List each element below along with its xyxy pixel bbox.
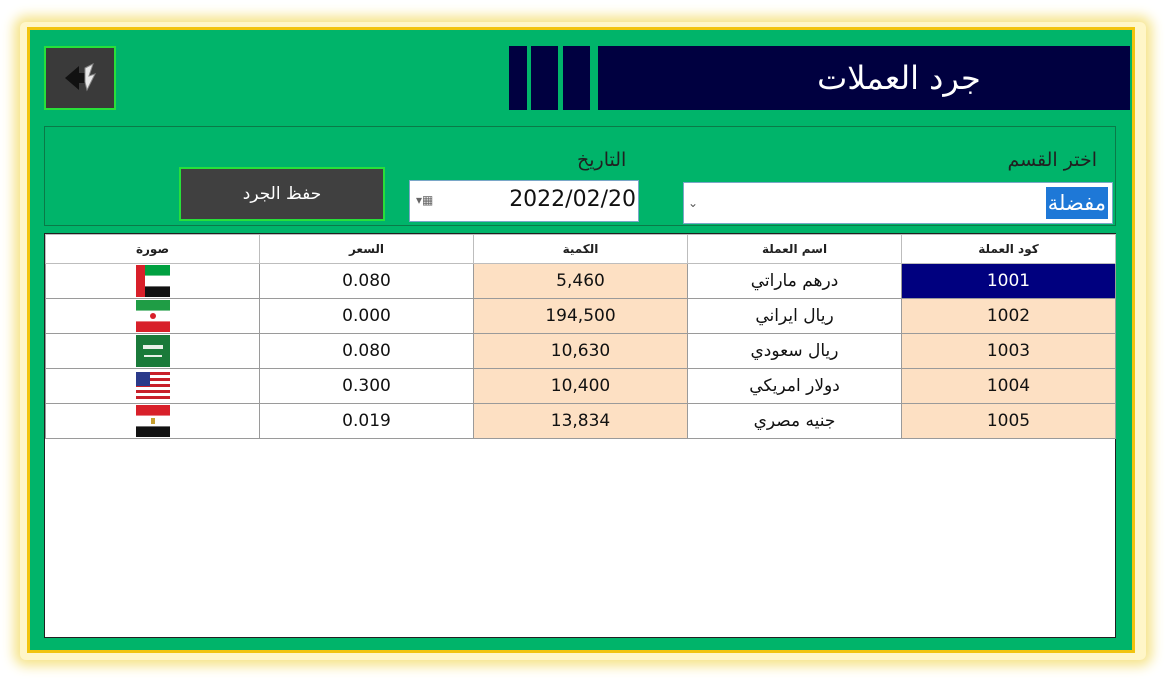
title-bar-strip — [563, 46, 590, 110]
table-row[interactable] — [46, 299, 1116, 334]
image-cell — [46, 264, 260, 299]
back-button[interactable] — [44, 46, 116, 110]
name-cell[interactable]: درهم ماراتي — [688, 264, 902, 299]
price-cell[interactable]: 0.019 — [260, 404, 474, 439]
qty-cell[interactable]: 10,400 — [474, 369, 688, 404]
column-header-qty[interactable]: الكمية — [474, 235, 688, 264]
calendar-dropdown-icon[interactable]: ▾▦ — [416, 193, 434, 207]
table-row[interactable] — [46, 404, 1116, 439]
code-cell[interactable]: 1004 — [902, 369, 1116, 404]
name-cell[interactable]: ريال ايراني — [688, 299, 902, 334]
page-title-bar — [598, 46, 1130, 110]
save-inventory-button[interactable]: حفظ الجرد — [179, 167, 385, 221]
qty-cell[interactable]: 5,460 — [474, 264, 688, 299]
price-cell[interactable]: 0.080 — [260, 334, 474, 369]
uae-flag-icon — [136, 265, 170, 297]
price-cell[interactable]: 0.080 — [260, 264, 474, 299]
price-cell[interactable]: 0.300 — [260, 369, 474, 404]
column-header-image[interactable]: صورة — [46, 235, 260, 264]
column-header-price[interactable]: السعر — [260, 235, 474, 264]
image-cell — [46, 299, 260, 334]
name-cell[interactable]: ريال سعودي — [688, 334, 902, 369]
code-cell[interactable]: 1005 — [902, 404, 1116, 439]
code-cell[interactable]: 1002 — [902, 299, 1116, 334]
qty-cell[interactable]: 13,834 — [474, 404, 688, 439]
table-row[interactable] — [46, 264, 1116, 299]
table-row[interactable] — [46, 334, 1116, 369]
name-cell[interactable]: جنيه مصري — [688, 404, 902, 439]
section-label: اختر القسم — [1007, 149, 1097, 171]
column-header-name[interactable]: اسم العملة — [688, 235, 902, 264]
qty-cell[interactable]: 194,500 — [474, 299, 688, 334]
column-header-code[interactable]: كود العملة — [902, 235, 1116, 264]
date-picker[interactable] — [409, 180, 639, 222]
saudi-flag-icon — [136, 335, 170, 367]
qty-cell[interactable]: 10,630 — [474, 334, 688, 369]
date-label: التاريخ — [577, 149, 627, 171]
date-value[interactable]: 2022/02/20 — [509, 187, 636, 212]
name-cell[interactable]: دولار امريكي — [688, 369, 902, 404]
table-header-row — [46, 235, 1116, 264]
currency-grid — [44, 233, 1116, 638]
filter-panel — [44, 126, 1116, 226]
usa-flag-icon — [136, 370, 170, 402]
back-arrow-icon — [63, 62, 97, 94]
currency-table — [45, 234, 1116, 439]
section-select[interactable] — [683, 182, 1113, 224]
price-cell[interactable]: 0.000 — [260, 299, 474, 334]
section-select-value[interactable]: مفضلة — [1046, 187, 1108, 219]
egypt-flag-icon — [136, 405, 170, 437]
code-cell[interactable]: 1001 — [902, 264, 1116, 299]
image-cell — [46, 369, 260, 404]
inventory-window — [27, 27, 1135, 653]
image-cell — [46, 334, 260, 369]
code-cell[interactable]: 1003 — [902, 334, 1116, 369]
table-row[interactable] — [46, 369, 1116, 404]
iran-flag-icon — [136, 300, 170, 332]
chevron-down-icon[interactable]: ⌄ — [688, 196, 699, 210]
image-cell — [46, 404, 260, 439]
title-bar-strip — [509, 46, 527, 110]
title-bar-strip — [531, 46, 558, 110]
page-title: جرد العملات — [817, 59, 981, 97]
